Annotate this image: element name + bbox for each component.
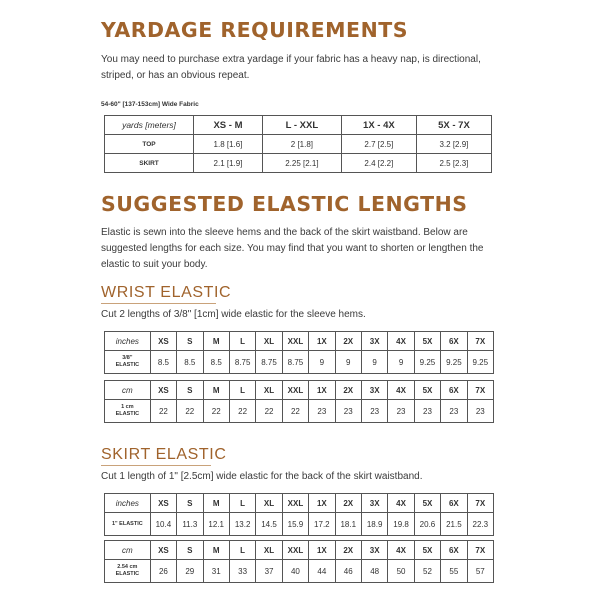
cell: 2.7 [2.5] xyxy=(341,135,416,154)
size-header: L xyxy=(229,332,255,351)
elastic-value: 18.1 xyxy=(335,513,361,536)
size-header: S xyxy=(177,541,203,560)
elastic-value: 8.5 xyxy=(150,351,176,374)
elastic-width-label xyxy=(105,560,151,583)
skirt-instruction: Cut 1 length of 1" [2.5cm] wide elastic for the back of the skirt waistband. xyxy=(101,471,423,482)
size-header: 5X xyxy=(414,494,440,513)
size-header: 7X xyxy=(467,541,493,560)
size-header: 6X xyxy=(441,381,467,400)
unit-label: cm xyxy=(105,381,151,400)
yardage-title: YARDAGE REQUIREMENTS xyxy=(101,18,408,42)
elastic-value: 10.4 xyxy=(150,513,176,536)
elastic-width-line: ELASTIC xyxy=(115,571,140,577)
elastic-value: 23 xyxy=(467,400,493,423)
elastic-width-line: 1 cm xyxy=(121,404,134,410)
elastic-value: 19.8 xyxy=(388,513,414,536)
elastic-value: 26 xyxy=(150,560,176,583)
size-header: S xyxy=(177,332,203,351)
elastic-value: 14.5 xyxy=(256,513,282,536)
elastic-value: 17.2 xyxy=(309,513,335,536)
elastic-value: 57 xyxy=(467,560,493,583)
size-header: 2X xyxy=(335,332,361,351)
elastic-value: 22 xyxy=(256,400,282,423)
elastic-value: 23 xyxy=(414,400,440,423)
elastic-width-label xyxy=(105,351,151,374)
elastic-value: 23 xyxy=(441,400,467,423)
elastic-value: 12.1 xyxy=(203,513,229,536)
elastic-value-row xyxy=(105,560,494,583)
elastic-value-row xyxy=(105,351,494,374)
size-header: 7X xyxy=(467,381,493,400)
yardage-table xyxy=(104,115,492,173)
elastic-value: 31 xyxy=(203,560,229,583)
elastic-value: 44 xyxy=(309,560,335,583)
size-header: M xyxy=(203,541,229,560)
size-header: S xyxy=(177,381,203,400)
size-header: 6X xyxy=(441,494,467,513)
size-header: XXL xyxy=(282,541,308,560)
elastic-header-row xyxy=(105,381,494,400)
size-header: XXL xyxy=(282,494,308,513)
elastic-width-label xyxy=(105,400,151,423)
elastic-value: 37 xyxy=(256,560,282,583)
size-header: XS xyxy=(150,541,176,560)
elastic-value: 9.25 xyxy=(467,351,493,374)
elastic-value: 8.5 xyxy=(177,351,203,374)
yardage-size: L - XXL xyxy=(262,116,341,135)
size-header: XS xyxy=(150,494,176,513)
cell: 2 [1.8] xyxy=(262,135,341,154)
cell: 2.25 [2.1] xyxy=(262,154,341,173)
size-header: 1X xyxy=(309,494,335,513)
yardage-size: 5X - 7X xyxy=(416,116,491,135)
wrist-heading-underline xyxy=(101,303,216,304)
skirt-inches-table xyxy=(104,493,494,536)
elastic-value: 8.75 xyxy=(282,351,308,374)
elastic-header-row xyxy=(105,494,494,513)
elastic-value: 9 xyxy=(361,351,387,374)
elastic-value: 48 xyxy=(361,560,387,583)
unit-label: inches xyxy=(105,494,151,513)
size-header: 5X xyxy=(414,381,440,400)
size-header: 2X xyxy=(335,494,361,513)
size-header: 1X xyxy=(309,541,335,560)
size-header: L xyxy=(229,541,255,560)
size-header: XL xyxy=(256,332,282,351)
elastic-width-line: 2.54 cm xyxy=(117,564,138,570)
size-header: 4X xyxy=(388,494,414,513)
cell: 2.1 [1.9] xyxy=(194,154,263,173)
cell: 1.8 [1.6] xyxy=(194,135,263,154)
elastic-value: 9 xyxy=(388,351,414,374)
elastic-value: 13.2 xyxy=(229,513,255,536)
size-header: 2X xyxy=(335,381,361,400)
size-header: S xyxy=(177,494,203,513)
cell: 2.5 [2.3] xyxy=(416,154,491,173)
wrist-inches-table xyxy=(104,331,494,374)
elastic-value: 40 xyxy=(282,560,308,583)
yardage-corner: yards [meters] xyxy=(105,116,194,135)
cell: 2.4 [2.2] xyxy=(341,154,416,173)
elastic-header-row xyxy=(105,541,494,560)
size-header: 5X xyxy=(414,541,440,560)
size-header: L xyxy=(229,494,255,513)
elastic-value: 22 xyxy=(177,400,203,423)
yardage-size: 1X - 4X xyxy=(341,116,416,135)
elastic-value: 23 xyxy=(388,400,414,423)
size-header: M xyxy=(203,332,229,351)
size-header: XL xyxy=(256,381,282,400)
elastic-value: 23 xyxy=(335,400,361,423)
elastic-value: 8.5 xyxy=(203,351,229,374)
elastic-value: 20.6 xyxy=(414,513,440,536)
elastic-value: 22 xyxy=(150,400,176,423)
yardage-header-row xyxy=(105,116,492,135)
elastic-value: 52 xyxy=(414,560,440,583)
elastic-value: 18.9 xyxy=(361,513,387,536)
elastic-value: 33 xyxy=(229,560,255,583)
size-header: 6X xyxy=(441,332,467,351)
elastic-value-row xyxy=(105,400,494,423)
unit-label: inches xyxy=(105,332,151,351)
skirt-cm-table xyxy=(104,540,494,583)
cell: 3.2 [2.9] xyxy=(416,135,491,154)
size-header: 4X xyxy=(388,541,414,560)
elastic-value: 11.3 xyxy=(177,513,203,536)
yardage-row-top xyxy=(105,135,492,154)
elastic-value: 50 xyxy=(388,560,414,583)
elastic-intro: Elastic is sewn into the sleeve hems and the back of the skirt waistband. Below are suggested lengths for each size. You may find that you want to shorten or lengthen the elastic to suit your body. xyxy=(101,227,484,270)
size-header: XXL xyxy=(282,332,308,351)
elastic-width-line: ELASTIC xyxy=(115,362,140,368)
yardage-row-skirt xyxy=(105,154,492,173)
size-header: XS xyxy=(150,332,176,351)
size-header: 2X xyxy=(335,541,361,560)
elastic-value: 9 xyxy=(335,351,361,374)
elastic-value: 22.3 xyxy=(467,513,493,536)
size-header: L xyxy=(229,381,255,400)
size-header: 4X xyxy=(388,381,414,400)
size-header: XL xyxy=(256,541,282,560)
row-label: TOP xyxy=(105,135,194,154)
size-header: XS xyxy=(150,381,176,400)
elastic-value: 23 xyxy=(361,400,387,423)
elastic-value: 15.9 xyxy=(282,513,308,536)
size-header: 3X xyxy=(361,541,387,560)
size-header: 7X xyxy=(467,332,493,351)
yardage-size: XS - M xyxy=(194,116,263,135)
skirt-elastic-heading: SKIRT ELASTIC xyxy=(101,446,227,463)
wrist-instruction: Cut 2 lengths of 3/8" [1cm] wide elastic for the sleeve hems. xyxy=(101,309,366,320)
wrist-cm-table xyxy=(104,380,494,423)
size-header: M xyxy=(203,381,229,400)
size-header: 5X xyxy=(414,332,440,351)
unit-label: cm xyxy=(105,541,151,560)
elastic-header-row xyxy=(105,332,494,351)
elastic-value: 23 xyxy=(309,400,335,423)
row-label: SKIRT xyxy=(105,154,194,173)
size-header: XXL xyxy=(282,381,308,400)
elastic-value: 21.5 xyxy=(441,513,467,536)
elastic-width-label xyxy=(105,513,151,536)
size-header: XL xyxy=(256,494,282,513)
yardage-intro: You may need to purchase extra yardage if your fabric has a heavy nap, is directional, striped, or has an obvious repeat. xyxy=(101,54,481,81)
elastic-value: 22 xyxy=(282,400,308,423)
wrist-elastic-heading: WRIST ELASTIC xyxy=(101,284,232,301)
elastic-value: 55 xyxy=(441,560,467,583)
fabric-width-label: 54-60" [137-153cm] Wide Fabric xyxy=(101,101,199,108)
skirt-heading-underline xyxy=(101,465,211,466)
elastic-width-line: ELASTIC xyxy=(115,411,140,417)
size-header: 7X xyxy=(467,494,493,513)
size-header: 1X xyxy=(309,381,335,400)
elastic-value-row xyxy=(105,513,494,536)
size-header: M xyxy=(203,494,229,513)
size-header: 3X xyxy=(361,381,387,400)
elastic-width-line: 1" ELASTIC xyxy=(111,520,143,527)
elastic-value: 8.75 xyxy=(229,351,255,374)
elastic-value: 22 xyxy=(203,400,229,423)
elastic-value: 22 xyxy=(229,400,255,423)
size-header: 4X xyxy=(388,332,414,351)
elastic-value: 29 xyxy=(177,560,203,583)
elastic-value: 9.25 xyxy=(441,351,467,374)
elastic-title: SUGGESTED ELASTIC LENGTHS xyxy=(101,192,468,216)
size-header: 3X xyxy=(361,494,387,513)
size-header: 6X xyxy=(441,541,467,560)
elastic-width-line: 3/8" xyxy=(122,355,133,361)
elastic-value: 9 xyxy=(309,351,335,374)
elastic-value: 8.75 xyxy=(256,351,282,374)
size-header: 1X xyxy=(309,332,335,351)
elastic-value: 46 xyxy=(335,560,361,583)
elastic-value: 9.25 xyxy=(414,351,440,374)
size-header: 3X xyxy=(361,332,387,351)
